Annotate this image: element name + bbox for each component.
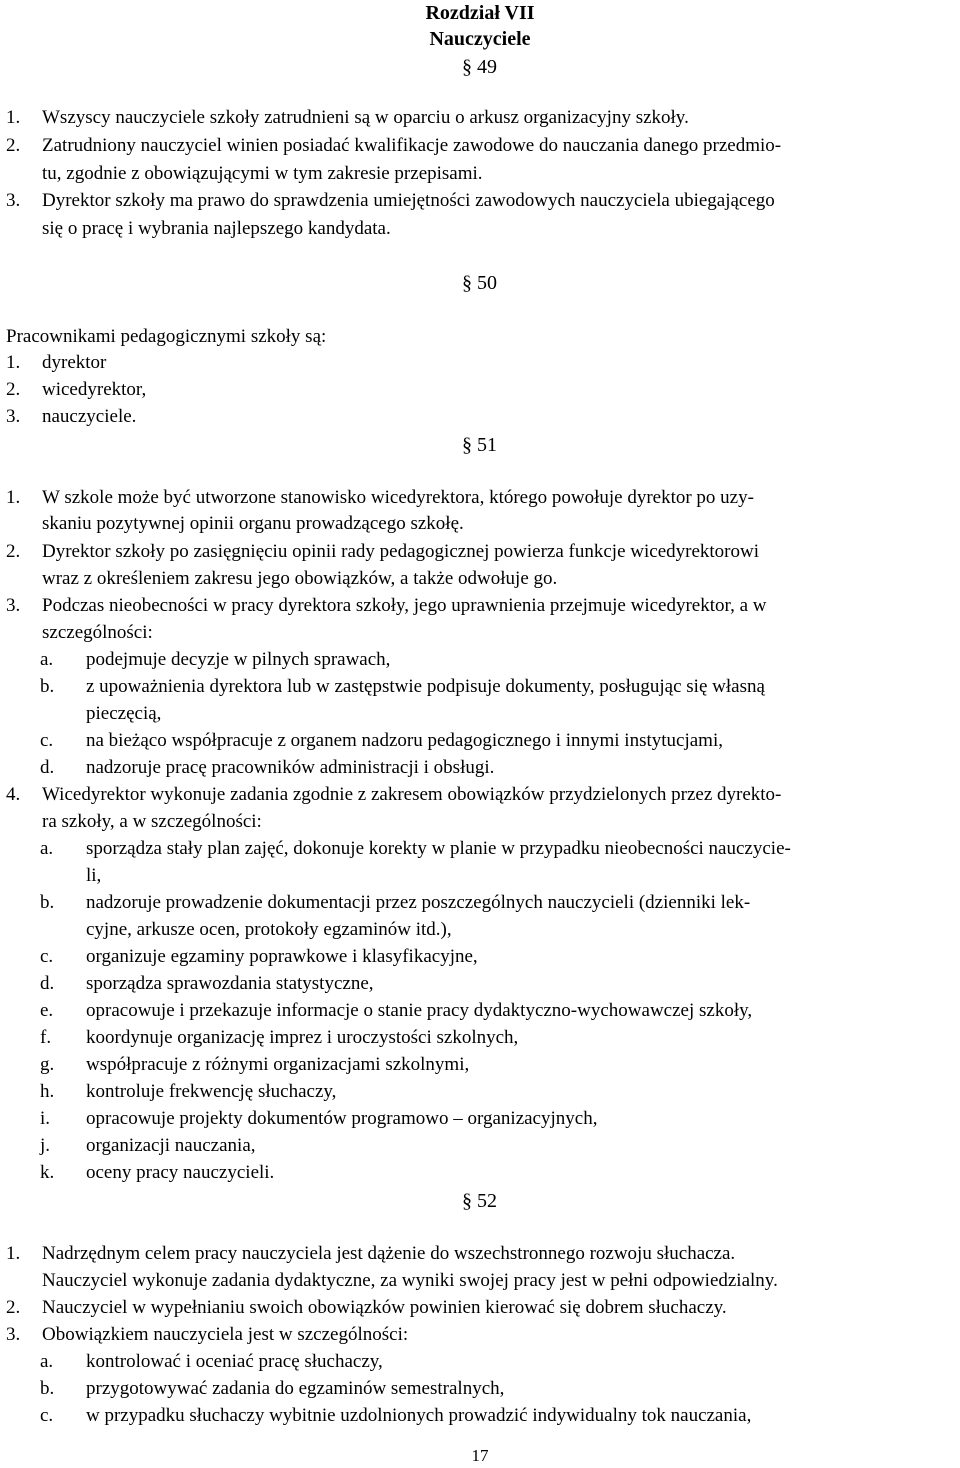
chapter-heading: Rozdział VII bbox=[425, 2, 535, 24]
chapter-title: Nauczyciele bbox=[429, 28, 531, 50]
paragraph-symbol-49: § 49 bbox=[462, 56, 497, 78]
page-number: 17 bbox=[471, 1446, 489, 1465]
document-page: Rozdział VII Nauczyciele § 49 1. Wszyscy nauczyciele szkoły zatrudnieni są w oparciu o arkusz organizacyjny szkoły. 2. Zatrudniony nauczyciel winien posiadać kwalifikacje zawodowe do nauczania danego przedmio- tu, zgodnie z obowiązującymi w tym zakresie przepisami. 3. Dyrektor szkoły ma prawo do sprawdzenia umiejętności zawodowych nauczyciela ubiegającego się o pracę i wybrania najlepszego kandydata. § 50 Pracownikami pedagogicznymi szkoły są: 1. dyrektor 2. wicedyrektor, 3. nauczyciele. § 51 1. W szkole może być utworzone stanowisko wicedyrektora, którego powołuje dyrektor po uzy- skaniu pozytywnej opinii organu prowadzącego szkołę. 2. Dyrektor szkoły po zasięgnięciu opinii rady pedagogicznej powierza funkcje wicedyrektorowi wraz z określeniem zakresu jego obowiązków, a także odwołuje go. 3. Podczas nieobecności w pracy dyrektora szkoły, jego uprawnienia przejmuje wicedyrektor, a w szczególności: a. podejmuje decyzje w pilnych sprawach, b. z upoważnienia dyrektora lub w zastępstwie podpisuje dokumenty, posługując się własną pieczęcią, c. na bieżąco współpracuje z organem nadzoru pedagogicznego i innymi instytucjami, d. nadzoruje pracę pracowników administracji i obsługi. 4. Wicedyrektor wykonuje zadania zgodnie z zakresem obowiązków przydzielonych przez dyrekto- ra szkoły, a w szczególności: a. sporządza stały plan zajęć, dokonuje korekty w planie w przypadku nieobecności nauczycie- li, b. nadzoruje prowadzenie dokumentacji przez poszczególnych nauczycieli (dzienniki lek- cyjne, arkusze ocen, protokoły egzaminów itd.), c. organizuje egzaminy poprawkowe i klasyfikacyjne, d. sporządza sprawozdania statystyczne, e. opracowuje i przekazuje informacje o stanie pracy dydaktyczno-wychowawczej szkoły, f. koordynuje organizację imprez i uroczystości szkolnych, g. współpracuje z różnymi organizacjami szkolnymi, h. kontroluje frekwencję słuchaczy, i. opracowuje projekty dokumentów programowo – organizacyjnych, j. organizacji nauczania, k. oceny pracy nauczycieli. § 52 1. Nadrzędnym celem pracy nauczyciela jest dążenie do wszechstronnego rozwoju słuchacza. Nauczyciel wykonuje zadania dydaktyczne, za wyniki swojej pracy jest w pełni odpowiedzialny. 2. Nauczyciel w wypełnianiu swoich obowiązków powinien kierować się dobrem słuchaczy. 3. Obowiązkiem nauczyciela jest w szczególności: a. kontrolować i oceniać pracę słuchaczy, b. przygotowywać zadania do egzaminów semestralnych, c. w przypadku słuchaczy wybitnie uzdolnionych prowadzić indywidualny tok nauczania, 17 bbox=[0, 0, 960, 1468]
paragraph-symbol-50: § 50 bbox=[462, 272, 497, 294]
paragraph-symbol-52: § 52 bbox=[462, 1190, 497, 1212]
paragraph-symbol-51: § 51 bbox=[462, 434, 497, 456]
